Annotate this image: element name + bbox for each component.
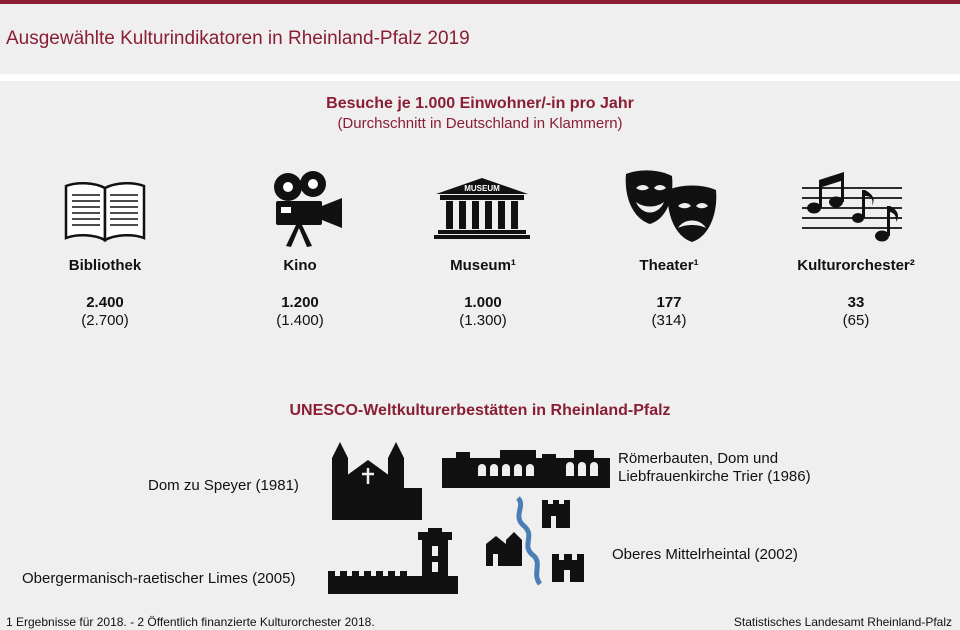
limes-wall-icon: [326, 528, 460, 594]
book-icon: [62, 180, 148, 242]
source-note: Statistisches Landesamt Rheinland-Pfalz: [733, 615, 952, 629]
cathedral-icon: [330, 440, 422, 520]
header-divider: [0, 74, 960, 81]
film-camera-icon: [268, 170, 348, 248]
visits-heading: Besuche je 1.000 Einwohner/-in pro Jahr: [326, 95, 634, 112]
footnote: 1 Ergebnisse für 2018. - 2 Öffentlich finanzierte Kulturorchester 2018.: [6, 615, 375, 629]
rhine-valley-castles-icon: [484, 496, 588, 586]
unesco-heading: UNESCO-Weltkulturerbestätten in Rheinland-Pfalz: [289, 402, 671, 419]
indicator-germany-average: (1.300): [459, 312, 507, 329]
visits-subheading: (Durchschnitt in Deutschland in Klammern): [337, 115, 623, 132]
indicator-name: Bibliothek: [68, 257, 142, 274]
site-limes-label: Obergermanisch-raetischer Limes (2005): [22, 570, 296, 587]
indicator-germany-average: (65): [842, 312, 870, 329]
site-speyer-label: Dom zu Speyer (1981): [148, 477, 299, 494]
indicator-name: Kulturorchester²: [797, 257, 915, 274]
music-notes-icon: [800, 168, 904, 244]
indicator-value: 1.200: [281, 294, 319, 311]
indicator-name: Kino: [283, 257, 317, 274]
roman-buildings-icon: [442, 450, 612, 488]
indicator-germany-average: (1.400): [276, 312, 324, 329]
indicator-value: 177: [656, 294, 682, 311]
indicator-germany-average: (314): [651, 312, 687, 329]
site-trier-label-line1: Römerbauten, Dom und: [618, 450, 779, 467]
museum-icon: [432, 176, 532, 240]
page-title: Ausgewählte Kulturindikatoren in Rheinland-Pfalz 2019: [6, 28, 470, 49]
indicator-value: 2.400: [86, 294, 124, 311]
indicator-value: 33: [847, 294, 865, 311]
site-rheintal-label: Oberes Mittelrheintal (2002): [612, 546, 798, 563]
indicator-value: 1.000: [464, 294, 502, 311]
indicator-name: Museum¹: [450, 257, 516, 274]
museum-icon-label: MUSEUM: [464, 184, 500, 193]
theater-masks-icon: [622, 166, 720, 246]
site-trier-label-line2: Liebfrauenkirche Trier (1986): [618, 468, 811, 485]
top-accent-bar: [0, 0, 960, 4]
indicator-name: Theater¹: [639, 257, 699, 274]
indicator-germany-average: (2.700): [81, 312, 129, 329]
